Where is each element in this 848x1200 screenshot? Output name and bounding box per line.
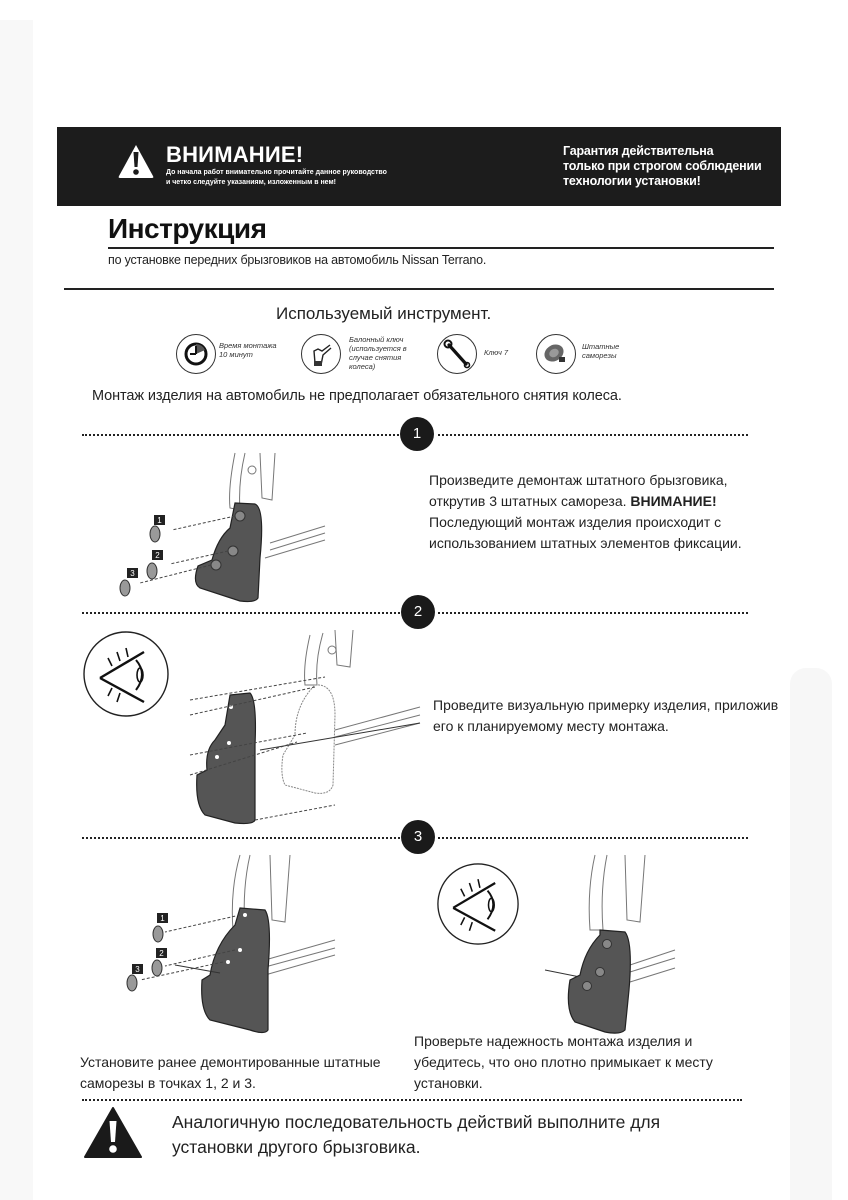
warning-triangle-icon xyxy=(117,143,155,179)
page-title: Инструкция xyxy=(108,213,267,244)
screw-icon xyxy=(536,334,576,374)
footer-warning-text: Аналогичную последовательность действий выполните для установки другого брызговика. xyxy=(172,1112,661,1157)
banner-title: ВНИМАНИЕ! xyxy=(166,142,304,167)
intro-text: Монтаж изделия на автомобиль не предполагает обязательного снятия колеса. xyxy=(92,388,622,404)
step-1-warning: ВНИМАНИЕ! xyxy=(630,493,717,509)
step-divider xyxy=(82,837,400,839)
callout-3: 3 xyxy=(130,569,135,578)
warning-triangle-icon xyxy=(83,1106,143,1160)
scan-edge-right xyxy=(790,668,832,1200)
callout-2: 2 xyxy=(159,949,164,958)
step-3-left-text: Установите ранее демонтированные штатные саморезы в точках 1, 2 и 3. xyxy=(80,1054,381,1091)
section-divider xyxy=(64,288,774,290)
wheel-wrench-icon xyxy=(301,334,341,374)
step-divider xyxy=(438,612,748,614)
tool-label-time: Время монтажа 10 минут xyxy=(219,341,277,359)
step-3-install-illustration xyxy=(110,850,330,1030)
step-divider xyxy=(82,612,400,614)
tools-title: Используемый инструмент. xyxy=(276,304,492,323)
callout-1: 1 xyxy=(160,914,165,923)
warranty-notice: Гарантия действительна только при строгом соблюдении технологии установки! xyxy=(563,144,762,188)
scan-edge-left xyxy=(0,20,33,1200)
footer-divider xyxy=(82,1099,742,1101)
step-1-line1: Произведите демонтаж штатного брызговика, открутив 3 штатных самореза. xyxy=(429,472,728,509)
tool-label-wheel-wrench: Балонный ключ (используется в случае снятия колеса) xyxy=(349,335,407,371)
callout-3: 3 xyxy=(135,965,140,974)
step-divider xyxy=(438,837,748,839)
step-divider xyxy=(82,434,399,436)
step-1-text xyxy=(429,470,779,554)
step-3-result-illustration xyxy=(545,850,705,1030)
page-subtitle: по установке передних брызговиков на автомобиль Nissan Terrano. xyxy=(108,253,487,267)
step-3-right-text: Проверьте надежность монтажа изделия и убедитесь, что оно плотно примыкает к месту установки. xyxy=(414,1033,713,1091)
tool-label-wrench: Ключ 7 xyxy=(484,348,509,357)
eye-icon xyxy=(82,630,170,718)
title-divider xyxy=(108,247,774,249)
step-badge-2: 2 xyxy=(401,595,435,629)
step-2-illustration xyxy=(185,625,425,825)
step-badge-1: 1 xyxy=(400,417,434,451)
step-badge-3: 3 xyxy=(401,820,435,854)
eye-icon xyxy=(436,862,520,946)
tool-label-screws: Штатные саморезы xyxy=(582,342,620,360)
callout-1: 1 xyxy=(157,516,162,525)
banner-subtitle: До начала работ внимательно прочитайте данное руководство и четко следуйте указаниям, изложенным в нем! xyxy=(166,169,387,186)
step-1-line2: Последующий монтаж изделия происходит с использованием штатных элементов фиксации. xyxy=(429,514,742,551)
step-1-illustration xyxy=(100,448,400,608)
step-2-text: Проведите визуальную примерку изделия, приложив его к планируемому месту монтажа. xyxy=(433,697,779,734)
wrench-icon xyxy=(437,334,477,374)
step-divider xyxy=(438,434,748,436)
callout-2: 2 xyxy=(155,551,160,560)
clock-icon xyxy=(176,334,216,374)
